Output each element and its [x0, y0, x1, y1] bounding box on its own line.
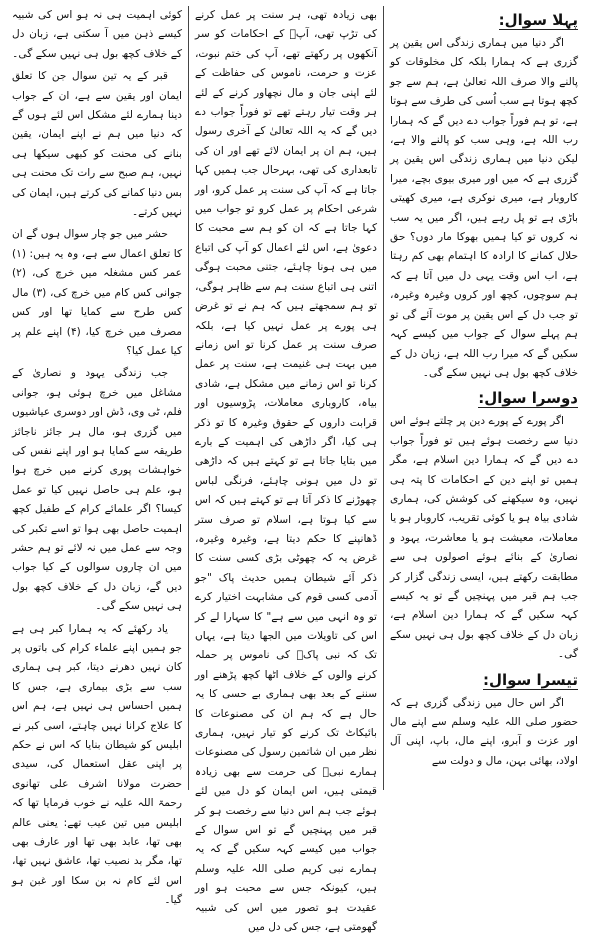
paragraph: حشر میں جو چار سوال ہوں گے ان کا تعلق اعمال سے ہے، وہ یہ ہیں: (۱) عمر کس مشغلہ میں خرچ کی، (۲) جوانی کس کام میں خرچ کی، (۳) مال کس طرح سے کمایا تھا اور کس مصرف میں خرچ کیا، (۴) اپنے علم پر کیا عمل کیا؟ [12, 228, 183, 357]
paragraph: یاد رکھئے کہ یہ ہمارا کبر ہی ہے جو ہمیں اپنے علماء کرام کی باتوں پر کان نہیں دھرنے دیتا، کبر ہی ہماری سب سے بڑی بیماری ہے، جس کا ہمیں احساس ہی نہیں ہے، ہم اس کا علاج کرانا نہیں چاہتے، اسی کبر نے ابلیس کو شیطان بنایا کہ اس نے حکم پر اپنی عقل استعمال کی، سیدی حضرت مولانا اشرف علی تھانوی رحمۃ اللہ علیہ نے خوب فرمایا تھا کہ ابلیس میں تین عیب تھے: یعنی عالم بھی تھا، عابد بھی تھا اور عارف بھی تھا، مگر بد نصیب تھا، عاشق نہیں تھا، اس لئے کام نہ بن سکا اور غبن ہو گیا۔ [12, 622, 182, 907]
paragraph: جب زندگی یہود و نصاریٰ کے مشاغل میں خرچ ہوئی ہو، جوانی فلم، ٹی وی، ڈش اور دوسری عیاشیوں میں گزری ہو، مال ہر جائز ناجائز طریقہ سے کمایا ہو اور اپنے نفس کی خواہشات پوری کرنے میں خرچ ہوا ہو، علم ہی حاصل نہیں کیا تو عمل کیسا؟ اگر علمائے کرام کے طفیل کچھ اہمیت حاصل بھی ہوا تو اسے تکبر کی وجہ سے عمل میں نہ لائے تو ہم حشر میں ان چاروں سوالوں کے کیا جواب دیں گے، زبان دل کے خلاف کچھ بول ہی نہیں سکے گی۔ [12, 367, 182, 613]
paragraph: کوئی اہمیت ہی نہ ہو اس کی شبیہ کیسے ذہن میں آ سکتی ہے، زبان دل کے خلاف کچھ بول ہی نہیں سکے گی۔ [12, 9, 182, 60]
paragraph: اگر اس حال میں زندگی گزری ہے کہ حضور صلی اللہ علیہ وسلم سے اپنے مال اور عزت و آبرو، اپنے مال، باپ، اپنی آل اولاد، بھائی بہن، مال و دولت سے [390, 696, 578, 767]
paragraph: قبر کے یہ تین سوال جن کا تعلق ایمان اور یقین سے ہے، ان کے جواب دینا ہمارے لئے مشکل اس لئے ہوں گے کہ دنیا میں ہم نے اپنے ایمان، یقین بنانے کی محنت کو کبھی سیکھا ہی نہیں، ہم صبح سے رات تک محنت ہی بس دنیا کمانے کی کرتے ہیں، ایمان کی نہیں کرتے۔ [12, 70, 182, 219]
column-left [6, 6, 188, 907]
column-right [384, 6, 584, 790]
paragraph: اگر پورے کے پورے دین پر چلتے ہوئے اس دنیا سے رخصت ہوئے ہیں تو فوراً جواب دے دیں گے کہ ہمارا دین اسلام ہے، مگر ہمیں تو اپنے دین کے احکامات کا پتہ ہی نہیں، وہ سیکھنے کی کوشش کی، ہماری شادی بیاہ ہو یا کوئی تقریب، کاروبار ہو یا معاملات، معیشت ہو یا معاشرت، یہود و نصاریٰ کے بنائے ہوئے اصولوں ہی سے مطابقت رکھتے ہیں، ایسی زندگی گزار کر جب ہم قبر میں پہنچیں گے تو یہ کیسے کہہ سکیں گے کہ ہمارا دین اسلام ہے، زبان دل کے خلاف کچھ بول ہی نہیں سکے گی۔ [390, 415, 578, 661]
column-middle [188, 6, 384, 934]
paragraph: اگر دنیا میں ہماری زندگی اس یقین پر گزری ہے کہ ہمارا بلکہ کل مخلوقات کو پالنے والا صرف اللہ تعالیٰ ہے، ہم سے جو کچھ ہوتا ہے سب اُسی کی طرف سے ہوتا ہے، تو ہم فوراً جواب دے دیں گے کہ ہمارا رب اللہ ہے، وہی سب کو پالنے والا ہے، لیکن دنیا میں ہماری زندگی اس یقین پر گزری ہے کہ میں اور میری بیوی بچے، میرا کاروبار ہے، میری نوکری ہے، میری کھیتی باڑی ہے تو پل رہے ہیں، اگر میں یہ سب نہ کروں تو کیا ہمیں بھوکا مار دوں؟ حق حلال کمانے کا ارادہ کا اہتمام بھی کم رہتا ہے، اب اس وقت یہی دل میں آتا ہے کہ ہم سوچوں، کچھ اور کروں وغیرہ وغیرہ، تو جب دل کے اس یقین پر موت آئے گی تو ہم پہلے سوال کے جواب میں کیسے کہہ سکیں گے کہ میرا رب اللہ ہے، زبان دل کے خلاف کچھ بول ہی نہیں سکے گی۔ [390, 37, 578, 379]
section-heading-first-question: پہلا سوال: [498, 11, 578, 29]
paragraph: بھی زیادہ تھی، ہر سنت پر عمل کرنے کی تڑپ تھی، آپؐ کے احکامات کو سر آنکھوں پر رکھتے تھے، آپ کی ختم نبوت، عزت و حرمت، ناموس کی حفاظت کے لئے اپنی جان و مال نچھاور کرنے کے لئے ہر وقت تیار رہتے تھے تو فوراً جواب دے دیں گے کہ یہ اللہ تعالیٰ کے آخری رسول ہیں، ہم ان پر ایمان لائے تھے اور ان کی تابعداری کی تھی، بہرحال جب ہمیں کہا جاتا ہے کہ آپ کی سنت پر عمل کرو، اور شرعی احکام پر عمل کرو تو جواب میں کہا جاتا ہے کہ ان کو ہم سے محبت کا دعویٰ ہے، اس لئے اعمال کو آپ کی اتباع میں ہی ہونا چاہئے، جتنی محبت ہوگی اتنی ہی اتباع سنت ہم سے ظاہر ہوگی، تو ہم سمجھتے ہیں کہ ہم نے تو غرض ہی پورے پر عمل نہیں کیا ہے، بلکہ صرف سنت پر عمل کرنا تو اس زمانے میں بہت ہی غنیمت ہے، سنت پر عمل کرنا تو اس زمانے میں مشکل ہے، شادی بیاہ، کاروباری معاملات، پڑوسیوں اور قرابت داروں کے حقوق وغیرہ کا تو ذکر ہی کیا، اگر داڑھی کی اہمیت کے بارے میں بتایا جاتا ہے تو کہتے ہیں کہ داڑھی تو دل میں ہونی چاہئے، فرنگی لباس چھوڑنے کا ذکر آتا ہے تو کہتے ہیں کہ اس سے کیا ہوتا ہے، اسلام تو صرف ستر ڈھانپنے کا حکم دیتا ہے، وغیرہ وغیرہ، غرض یہ کہ چھوٹی بڑی کسی سنت کا ذکر آئے شیطان ہمیں حدیث پاک "جو آدمی کسی قوم کی مشابہت اختیار کرے تو وہ انہی میں سے ہے" کا سہارا لے کر اس کی تاویلات میں الجھا دیتا ہے، یہاں تک کہ نبی پاکؐ کی ناموس پر حملہ کرنے والوں کے خلاف اٹھا کچھ پڑھنے اور سننے کے بعد بھی ہماری بے حسی کا یہ حال ہے کہ ہم ان کی مصنوعات کا بائیکاٹ تک کرنے کو تیار نہیں، ہماری نظر میں ان شاتمین رسول کی مصنوعات ہمارے نبیؐ کی حرمت سے بھی زیادہ قیمتی ہیں، اس ایمان کو دل میں لئے ہوئے جب ہم اس دنیا سے رخصت ہو کر قبر میں پہنچیں گے تو اس سوال کے جواب میں کیسے کہہ سکیں گے کہ یہ ہمارے نبی کریم صلی اللہ علیہ وسلم ہیں، کیونکہ جس سے محبت ہو اور عقیدت ہو تصور میں اس کی شبیہ گھومتی ہے، جس کی دل میں [195, 9, 377, 934]
section-heading-third-question: تیسرا سوال: [482, 670, 578, 689]
section-heading-second-question: دوسرا سوال: [478, 389, 578, 408]
